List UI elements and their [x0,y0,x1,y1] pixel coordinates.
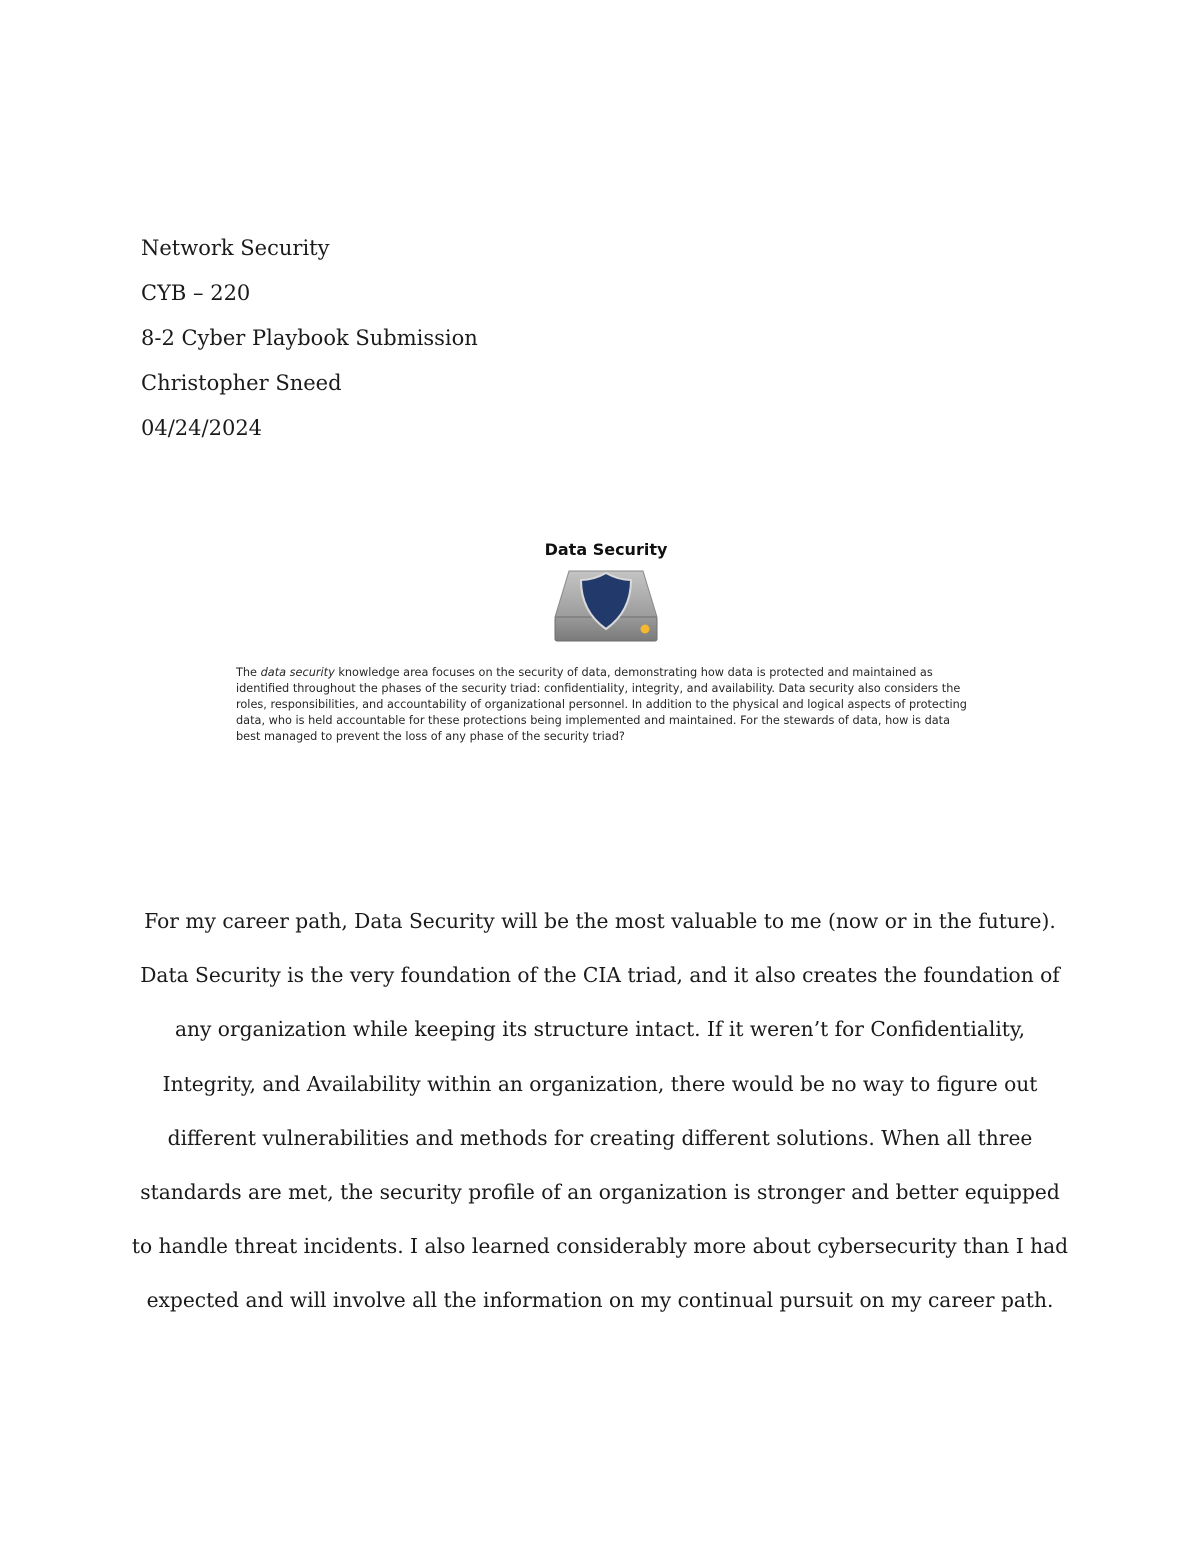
shield-drive-icon [551,567,661,645]
course-name: Network Security [141,236,330,260]
figure-caption [236,665,976,745]
caption-emphasis: data security [260,666,335,679]
caption-prefix: The [236,666,261,679]
assignment-title: 8-2 Cyber Playbook Submission [141,326,478,350]
caption-text: knowledge area focuses on the security of data, demonstrating how data is protected and maintained as identified throughout the phases of the security triad: confidentiality, integrity, and availability. Data security also considers the roles, responsibilities, and accountability of organizational personnel. In addition to the physical and logical aspects of protecting data, who is held accountable for these protections being implemented and maintained. For the stewards of data, how is data best managed to prevent the loss of any phase of the security triad? [236,666,967,743]
course-code: CYB – 220 [141,281,251,305]
author-name: Christopher Sneed [141,371,342,395]
document-header [141,226,478,451]
body-paragraph: For my career path, Data Security will be the most valuable to me (now or in the future). Data Security is the very foundation of the CIA triad, and it also creates the foundation of any organization while keeping its structure intact. If it weren’t for Confidentiality, Integrity, and Availability within an organization, there would be no way to figure out different vulnerabilities and methods for creating different solutions. When all three standards are met, the security profile of an organization is stronger and better equipped to handle threat incidents. I also learned considerably more about cybersecurity than I had expected and will involve all the information on my continual pursuit on my career path. [131,909,1069,1313]
figure-title: Data Security [544,540,668,559]
data-security-figure [236,540,976,745]
submission-date: 04/24/2024 [141,416,263,440]
